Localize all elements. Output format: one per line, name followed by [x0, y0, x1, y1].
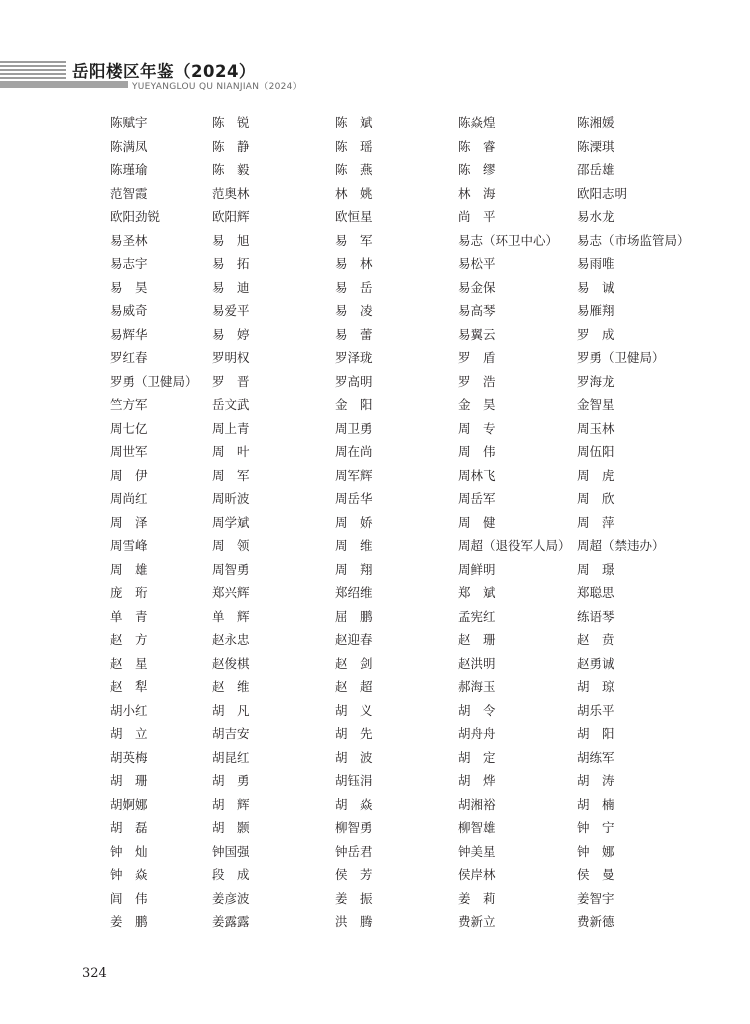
person-name: 胡 颢	[212, 820, 250, 835]
person-name: 赵 珊	[458, 632, 496, 647]
person-name: 胡 定	[458, 749, 496, 765]
person-name: 周 虎	[577, 467, 615, 483]
person-name: 陈赋宇	[110, 115, 148, 130]
person-name: 钟美星	[458, 843, 496, 859]
person-name: 姜 鹏	[110, 914, 148, 929]
person-name: 胡 先	[335, 726, 373, 741]
person-name: 胡 勇	[212, 773, 250, 788]
name-row	[110, 185, 710, 209]
person-name: 单 青	[110, 608, 148, 624]
person-name: 胡 楠	[577, 796, 615, 812]
person-name: 赵永忠	[212, 632, 250, 647]
name-row	[110, 208, 710, 232]
person-name: 易金保	[458, 279, 496, 295]
person-name: 罗勇（卫健局）	[110, 373, 198, 389]
person-name: 周雪峰	[110, 538, 148, 553]
person-name: 庞 珩	[110, 585, 148, 600]
name-row	[110, 490, 710, 514]
person-name: 罗勇（卫健局）	[577, 350, 665, 365]
name-row	[110, 467, 710, 491]
yearbook-title: 岳阳楼区年鉴（2024）	[72, 62, 256, 81]
person-name: 郑聪思	[577, 585, 615, 600]
person-name: 易威奇	[110, 303, 148, 318]
person-name: 陈湘媛	[577, 115, 615, 130]
person-name: 易松平	[458, 256, 496, 271]
person-name: 胡 焱	[335, 796, 373, 812]
person-name: 罗 浩	[458, 373, 496, 389]
person-name: 单 辉	[212, 608, 250, 624]
person-name: 姜 振	[335, 890, 373, 906]
person-name: 周鲜明	[458, 561, 496, 577]
name-row	[110, 913, 710, 937]
person-name: 易 林	[335, 256, 373, 271]
person-name: 周 雄	[110, 561, 148, 577]
person-name: 周超（退役军人局）	[458, 538, 571, 553]
person-name: 姜 莉	[458, 890, 496, 906]
name-row	[110, 819, 710, 843]
person-name: 练语琴	[577, 608, 615, 624]
person-name: 侯 芳	[335, 867, 373, 882]
name-row	[110, 349, 710, 373]
person-name: 姜彦波	[212, 890, 250, 906]
person-name: 周上青	[212, 420, 250, 436]
person-name: 欧阳劲锐	[110, 209, 161, 224]
person-name: 罗红春	[110, 350, 148, 365]
person-name: 周岳华	[335, 491, 373, 506]
person-name: 胡 义	[335, 702, 373, 718]
person-name: 赵 犁	[110, 679, 148, 694]
person-name: 孟宪红	[458, 608, 496, 624]
person-name: 易 婷	[212, 326, 250, 342]
name-row	[110, 866, 710, 890]
person-name: 赵 维	[212, 679, 250, 694]
person-name: 易爱平	[212, 303, 250, 318]
person-name: 钟岳君	[335, 843, 373, 859]
person-name: 周玉林	[577, 420, 615, 436]
person-name: 周 伟	[458, 444, 496, 459]
running-header	[0, 0, 750, 100]
name-row	[110, 843, 710, 867]
person-name: 郑绍维	[335, 585, 373, 600]
person-name: 岳文武	[212, 397, 250, 412]
name-list	[110, 114, 710, 937]
person-name: 罗 晋	[212, 373, 250, 389]
person-name: 易 岳	[335, 279, 373, 295]
person-name: 赵 星	[110, 655, 148, 671]
person-name: 胡 辉	[212, 796, 250, 812]
person-name: 胡吉安	[212, 726, 250, 741]
person-name: 周 叶	[212, 444, 250, 459]
person-name: 姜智宇	[577, 890, 615, 906]
name-row	[110, 725, 710, 749]
person-name: 胡 烨	[458, 773, 496, 788]
person-name: 赵 方	[110, 632, 148, 647]
person-name: 赵洪明	[458, 655, 496, 671]
name-row	[110, 631, 710, 655]
person-name: 周 伊	[110, 467, 148, 483]
person-name: 胡乐平	[577, 702, 615, 718]
person-name: 周学斌	[212, 514, 250, 530]
person-name: 陈 燕	[335, 162, 373, 177]
person-name: 竺方军	[110, 397, 148, 412]
person-name: 钟 宁	[577, 820, 615, 835]
person-name: 钟 焱	[110, 867, 148, 882]
person-name: 胡 琼	[577, 679, 615, 694]
person-name: 易志（环卫中心）	[458, 232, 559, 248]
name-row	[110, 326, 710, 350]
person-name: 周 专	[458, 420, 496, 436]
person-name: 胡练军	[577, 749, 615, 765]
name-row	[110, 420, 710, 444]
header-stripes	[0, 61, 66, 81]
person-name: 胡湘裕	[458, 796, 496, 812]
person-name: 赵俊棋	[212, 655, 250, 671]
name-row	[110, 537, 710, 561]
name-row	[110, 584, 710, 608]
person-name: 周岳军	[458, 491, 496, 506]
person-name: 罗海龙	[577, 373, 615, 389]
person-name: 金智星	[577, 397, 615, 412]
person-name: 胡 令	[458, 702, 496, 718]
person-name: 陈 静	[212, 138, 250, 154]
name-row	[110, 232, 710, 256]
person-name: 侯 曼	[577, 867, 615, 882]
name-row	[110, 608, 710, 632]
person-name: 胡婀娜	[110, 796, 148, 812]
person-name: 胡小红	[110, 702, 148, 718]
person-name: 胡 立	[110, 726, 148, 741]
person-name: 易 军	[335, 232, 373, 248]
person-name: 易雁翔	[577, 303, 615, 318]
person-name: 易 拓	[212, 256, 250, 271]
person-name: 胡 凡	[212, 702, 250, 718]
person-name: 赵勇诚	[577, 655, 615, 671]
person-name: 周昕波	[212, 491, 250, 506]
person-name: 陈瑾瑜	[110, 162, 148, 177]
person-name: 尚 平	[458, 209, 496, 224]
person-name: 费新立	[458, 914, 496, 929]
person-name: 胡 磊	[110, 820, 148, 835]
person-name: 周 泽	[110, 514, 148, 530]
name-row	[110, 749, 710, 773]
person-name: 闾 伟	[110, 890, 148, 906]
person-name: 周 军	[212, 467, 250, 483]
person-name: 易辉华	[110, 326, 148, 342]
person-name: 周 领	[212, 538, 250, 553]
person-name: 屈 鹏	[335, 608, 373, 624]
person-name: 姜露露	[212, 914, 250, 929]
person-name: 陈满凤	[110, 138, 148, 154]
person-name: 钟 灿	[110, 843, 148, 859]
person-name: 赵 贲	[577, 632, 615, 647]
person-name: 胡 阳	[577, 726, 615, 741]
name-row	[110, 890, 710, 914]
name-row	[110, 114, 710, 138]
person-name: 周卫勇	[335, 420, 373, 436]
header-bar	[0, 81, 128, 88]
yearbook-subtitle: YUEYANGLOU QU NIANJIAN（2024）	[132, 82, 302, 92]
person-name: 胡 珊	[110, 773, 148, 788]
name-row	[110, 161, 710, 185]
person-name: 易 迪	[212, 279, 250, 295]
person-name: 易 旭	[212, 232, 250, 248]
page-number: 324	[82, 966, 107, 981]
person-name: 周 维	[335, 538, 373, 553]
person-name: 陈焱煌	[458, 115, 496, 130]
person-name: 胡 波	[335, 749, 373, 765]
person-name: 易志（市场监管局）	[577, 232, 690, 248]
person-name: 陈 缪	[458, 162, 496, 177]
person-name: 周 萍	[577, 514, 615, 530]
person-name: 邵岳雄	[577, 162, 615, 177]
person-name: 胡舟舟	[458, 726, 496, 741]
person-name: 郑 斌	[458, 585, 496, 600]
person-name: 罗 盾	[458, 350, 496, 365]
name-row	[110, 255, 710, 279]
name-row	[110, 772, 710, 796]
person-name: 费新德	[577, 914, 615, 929]
person-name: 周林飞	[458, 467, 496, 483]
person-name: 周七亿	[110, 420, 148, 436]
person-name: 陈 锐	[212, 115, 250, 130]
name-row	[110, 514, 710, 538]
person-name: 胡英梅	[110, 749, 148, 765]
person-name: 洪 腾	[335, 914, 373, 929]
person-name: 周 娇	[335, 514, 373, 530]
person-name: 钟国强	[212, 843, 250, 859]
person-name: 赵 剑	[335, 655, 373, 671]
person-name: 周尚红	[110, 491, 148, 506]
person-name: 欧阳辉	[212, 209, 250, 224]
person-name: 罗明权	[212, 350, 250, 365]
person-name: 林 姚	[335, 185, 373, 201]
person-name: 易志宇	[110, 256, 148, 271]
name-row	[110, 279, 710, 303]
person-name: 周世军	[110, 444, 148, 459]
person-name: 陈 瑶	[335, 138, 373, 154]
person-name: 易翼云	[458, 326, 496, 342]
person-name: 郝海玉	[458, 679, 496, 694]
name-row	[110, 396, 710, 420]
person-name: 柳智勇	[335, 820, 373, 835]
name-row	[110, 655, 710, 679]
name-row	[110, 302, 710, 326]
person-name: 易水龙	[577, 209, 615, 224]
name-row	[110, 138, 710, 162]
person-name: 周 翔	[335, 561, 373, 577]
person-name: 欧恒星	[335, 209, 373, 224]
person-name: 胡 涛	[577, 773, 615, 788]
person-name: 易 昊	[110, 279, 148, 295]
person-name: 罗泽珑	[335, 350, 373, 365]
person-name: 侯岸林	[458, 867, 496, 882]
person-name: 胡钰涓	[335, 773, 373, 788]
person-name: 周 欣	[577, 491, 615, 506]
person-name: 罗 成	[577, 326, 615, 342]
name-row	[110, 678, 710, 702]
person-name: 钟 娜	[577, 843, 615, 859]
person-name: 易雨唯	[577, 256, 615, 271]
person-name: 胡昆红	[212, 749, 250, 765]
person-name: 陈 睿	[458, 138, 496, 154]
person-name: 赵迎春	[335, 632, 373, 647]
person-name: 赵 超	[335, 679, 373, 694]
person-name: 周 健	[458, 514, 496, 530]
person-name: 范智霞	[110, 185, 148, 201]
person-name: 罗高明	[335, 373, 373, 389]
person-name: 林 海	[458, 185, 496, 201]
person-name: 周在尚	[335, 444, 373, 459]
person-name: 段 成	[212, 867, 250, 882]
name-row	[110, 443, 710, 467]
person-name: 周军辉	[335, 467, 373, 483]
person-name: 易圣林	[110, 232, 148, 248]
name-row	[110, 561, 710, 585]
name-row	[110, 702, 710, 726]
person-name: 范奥林	[212, 185, 250, 201]
person-name: 陈溧琪	[577, 138, 615, 154]
name-row	[110, 373, 710, 397]
person-name: 周超（禁违办）	[577, 538, 665, 553]
person-name: 欧阳志明	[577, 185, 628, 201]
person-name: 周伍阳	[577, 444, 615, 459]
person-name: 周智勇	[212, 561, 250, 577]
person-name: 易 凌	[335, 303, 373, 318]
person-name: 郑兴辉	[212, 585, 250, 600]
person-name: 易 蕾	[335, 326, 373, 342]
name-row	[110, 796, 710, 820]
person-name: 金 昊	[458, 397, 496, 412]
person-name: 柳智雄	[458, 820, 496, 835]
person-name: 易高琴	[458, 303, 496, 318]
person-name: 陈 毅	[212, 162, 250, 177]
person-name: 周 璟	[577, 561, 615, 577]
person-name: 易 诚	[577, 279, 615, 295]
person-name: 陈 斌	[335, 115, 373, 130]
person-name: 金 阳	[335, 397, 373, 412]
